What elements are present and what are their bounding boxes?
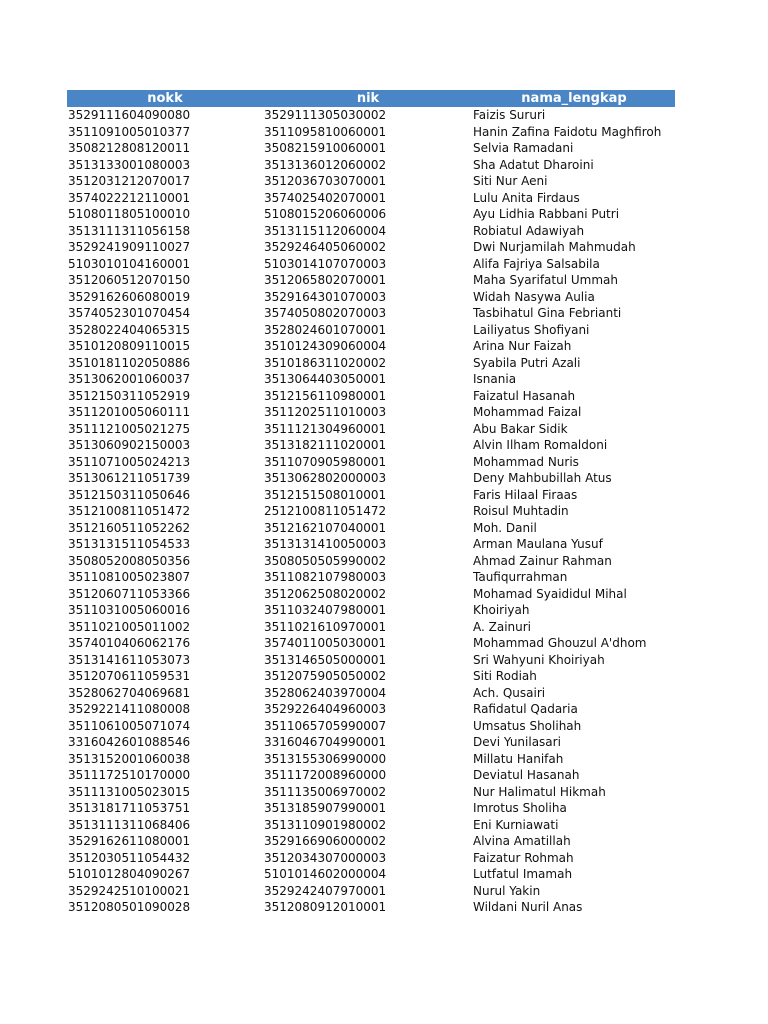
nokk-cell[interactable]: 3513181711053751 (68, 801, 191, 815)
nik-cell[interactable]: 3511202511010003 (264, 405, 387, 419)
nik-cell[interactable]: 3574025402070001 (264, 190, 387, 205)
nokk-cell[interactable]: 3529162611080001 (68, 834, 191, 848)
nokk-cell[interactable]: 3512031212070017 (68, 174, 191, 188)
table-row (67, 668, 675, 685)
nik-cell[interactable]: 3511082107980003 (264, 570, 387, 584)
table-row (67, 223, 675, 240)
nama-lengkap-cell[interactable]: Mohammad Nuris (473, 454, 579, 469)
column-header-nama-lengkap[interactable]: nama_lengkap (521, 91, 627, 106)
nama-lengkap-cell[interactable]: Selvia Ramadani (473, 141, 574, 155)
nik-cell[interactable]: 3528024601070001 (264, 322, 387, 337)
table-row (67, 569, 675, 586)
nokk-cell[interactable]: 3511031005060016 (68, 603, 191, 617)
table-row (67, 652, 675, 669)
nama-lengkap-cell[interactable]: Mohammad Faizal (473, 405, 582, 419)
nama-lengkap-cell[interactable]: Widah Nasywa Aulia (473, 289, 595, 304)
nik-cell[interactable]: 3513131410050003 (264, 537, 387, 551)
nokk-cell[interactable]: 3512150311052919 (68, 388, 191, 403)
table-row (67, 899, 675, 916)
table-row (67, 421, 675, 438)
column-header-nokk[interactable]: nokk (147, 91, 183, 106)
nokk-cell[interactable]: 3512060512070150 (68, 273, 191, 287)
nik-cell[interactable]: 3574050802070003 (264, 306, 387, 320)
table-row (67, 701, 675, 718)
nokk-cell[interactable]: 3511121005021275 (68, 421, 191, 436)
nik-cell[interactable]: 3513115112060004 (264, 223, 387, 238)
nik-cell[interactable]: 3511021610970001 (264, 619, 387, 634)
nama-lengkap-cell[interactable]: Imrotus Sholiha (473, 801, 567, 815)
nama-lengkap-cell[interactable]: Faizatur Rohmah (473, 850, 574, 865)
nokk-cell[interactable]: 3512070611059531 (68, 669, 191, 683)
nama-lengkap-cell[interactable]: Alvina Amatillah (473, 834, 571, 848)
table-row (67, 602, 675, 619)
nama-lengkap-cell[interactable]: Lulu Anita Firdaus (473, 190, 580, 205)
nama-lengkap-cell[interactable]: Robiatul Adawiyah (473, 223, 585, 238)
nokk-cell[interactable]: 3510181102050886 (68, 355, 191, 370)
table-row (67, 866, 675, 883)
nokk-cell[interactable]: 3512080501090028 (68, 900, 191, 914)
nik-cell[interactable]: 3511070905980001 (264, 454, 387, 469)
nik-cell[interactable]: 3529111305030002 (264, 108, 387, 122)
table-row (67, 437, 675, 454)
nokk-cell[interactable]: 5108011805100010 (68, 207, 191, 221)
nik-cell[interactable]: 3511135006970002 (264, 784, 387, 799)
nama-lengkap-cell[interactable]: Alifa Fajriya Salsabila (473, 256, 600, 271)
table-row (67, 124, 675, 141)
table-row (67, 470, 675, 487)
table-row (67, 718, 675, 735)
nama-lengkap-cell[interactable]: Alvin Ilham Romaldoni (473, 438, 608, 452)
nokk-cell[interactable]: 3508212808120011 (68, 141, 191, 155)
nik-cell[interactable]: 3512034307000003 (264, 850, 387, 865)
table-row (67, 784, 675, 801)
table-body (67, 107, 675, 916)
nama-lengkap-cell[interactable]: Lutfatul Imamah (473, 867, 573, 881)
table-row (67, 553, 675, 570)
nama-lengkap-cell[interactable]: Mohammad Ghouzul A'dhom (473, 636, 647, 650)
table-row (67, 800, 675, 817)
nama-lengkap-cell[interactable]: Eni Kurniawati (473, 817, 559, 832)
table-row (67, 355, 675, 372)
nama-lengkap-cell[interactable]: Dwi Nurjamilah Mahmudah (473, 240, 636, 254)
table-row (67, 272, 675, 289)
nik-cell[interactable]: 3574011005030001 (264, 636, 387, 650)
nokk-cell[interactable]: 3529162606080019 (68, 289, 191, 304)
nokk-cell[interactable]: 3512060711053366 (68, 586, 191, 601)
nama-lengkap-cell[interactable]: Deviatul Hasanah (473, 768, 580, 782)
nama-lengkap-cell[interactable]: Faris Hilaal Firaas (473, 487, 578, 502)
table-row (67, 305, 675, 322)
nokk-cell[interactable]: 3512160511052262 (68, 520, 191, 535)
table-row (67, 734, 675, 751)
nokk-cell[interactable]: 3511201005060111 (68, 405, 191, 419)
nik-cell[interactable]: 2512100811051472 (264, 504, 387, 518)
nama-lengkap-cell[interactable]: Rafidatul Qadaria (473, 702, 578, 716)
nama-lengkap-cell[interactable]: Maha Syarifatul Ummah (473, 273, 618, 287)
table-row (67, 751, 675, 768)
nik-cell[interactable]: 3513064403050001 (264, 372, 387, 386)
nik-cell[interactable]: 3513110901980002 (264, 817, 387, 832)
table-row (67, 817, 675, 834)
nik-cell[interactable]: 3513155306990000 (264, 751, 387, 766)
nokk-cell[interactable]: 3513111311056158 (68, 223, 191, 238)
nokk-cell[interactable]: 3513152001060038 (68, 751, 191, 766)
table-row (67, 388, 675, 405)
nama-lengkap-cell[interactable]: Roisul Muhtadin (473, 504, 569, 518)
table-row (67, 503, 675, 520)
nik-cell[interactable]: 5101014602000004 (264, 867, 387, 881)
nik-cell[interactable]: 5108015206060006 (264, 207, 387, 221)
nama-lengkap-cell[interactable]: Mohamad Syaididul Mihal (473, 586, 627, 601)
nokk-cell[interactable]: 3513060902150003 (68, 438, 191, 452)
nama-lengkap-cell[interactable]: Sri Wahyuni Khoiriyah (473, 652, 605, 667)
nokk-cell[interactable]: 5101012804090267 (68, 867, 191, 881)
table-row (67, 833, 675, 850)
nama-lengkap-cell[interactable]: Umsatus Sholihah (473, 718, 582, 733)
nik-cell[interactable]: 3512080912010001 (264, 900, 387, 914)
nama-lengkap-cell[interactable]: Tasbihatul Gina Febrianti (473, 306, 622, 320)
table-row (67, 206, 675, 223)
nik-cell[interactable]: 3529242407970001 (264, 883, 387, 898)
table-row (67, 322, 675, 339)
table-row (67, 140, 675, 157)
nokk-cell[interactable]: 5103010104160001 (68, 256, 191, 271)
nik-cell[interactable]: 3529226404960003 (264, 702, 387, 716)
nama-lengkap-cell[interactable]: Deny Mahbubillah Atus (473, 471, 612, 485)
nik-cell[interactable]: 3512151508010001 (264, 487, 387, 502)
nik-cell[interactable]: 5103014107070003 (264, 256, 387, 271)
nokk-cell[interactable]: 3511091005010377 (68, 124, 191, 139)
nik-cell[interactable]: 3510186311020002 (264, 355, 387, 370)
nama-lengkap-cell[interactable]: Siti Nur Aeni (473, 174, 548, 188)
nik-cell[interactable]: 3316046704990001 (264, 735, 387, 749)
table-row (67, 635, 675, 652)
nokk-cell[interactable]: 3511081005023807 (68, 570, 191, 584)
nokk-cell[interactable]: 3513111311068406 (68, 817, 191, 832)
nokk-cell[interactable]: 3513061211051739 (68, 471, 191, 485)
nokk-cell[interactable]: 3511061005071074 (68, 718, 191, 733)
nama-lengkap-cell[interactable]: Millatu Hanifah (473, 751, 564, 766)
nokk-cell[interactable]: 3574022212110001 (68, 190, 191, 205)
nama-lengkap-cell[interactable]: Moh. Danil (473, 520, 537, 535)
table-row (67, 173, 675, 190)
table-row (67, 190, 675, 207)
nokk-cell[interactable]: 3528062704069681 (68, 685, 191, 700)
data-table (67, 90, 675, 916)
table-row (67, 619, 675, 636)
nokk-cell[interactable]: 3513131511054533 (68, 537, 191, 551)
nik-cell[interactable]: 3511065705990007 (264, 718, 387, 733)
table-row (67, 404, 675, 421)
nama-lengkap-cell[interactable]: Wildani Nuril Anas (473, 900, 583, 914)
nama-lengkap-cell[interactable]: Hanin Zafina Faidotu Maghfiroh (473, 124, 662, 139)
nokk-cell[interactable]: 3508052008050356 (68, 553, 191, 568)
nokk-cell[interactable]: 3529242510100021 (68, 883, 191, 898)
table-row (67, 107, 675, 124)
nokk-cell[interactable]: 3528022404065315 (68, 322, 191, 337)
nokk-cell[interactable]: 3512030511054432 (68, 850, 191, 865)
nik-cell[interactable]: 3511172008960000 (264, 768, 387, 782)
table-row (67, 289, 675, 306)
nik-cell[interactable]: 3512036703070001 (264, 174, 387, 188)
nokk-cell[interactable]: 3511021005011002 (68, 619, 191, 634)
nokk-cell[interactable]: 3529241909110027 (68, 240, 191, 254)
nama-lengkap-cell[interactable]: Sha Adatut Dharoini (473, 157, 594, 172)
nama-lengkap-cell[interactable]: A. Zainuri (473, 619, 532, 634)
table-row (67, 157, 675, 174)
nokk-cell[interactable]: 3529221411080008 (68, 702, 191, 716)
nik-cell[interactable]: 3511095810060001 (264, 124, 387, 139)
nokk-cell[interactable]: 3513141611053073 (68, 652, 191, 667)
table-row (67, 239, 675, 256)
nik-cell[interactable]: 3529246405060002 (264, 240, 387, 254)
nama-lengkap-cell[interactable]: Syabila Putri Azali (473, 355, 581, 370)
nama-lengkap-cell[interactable]: Khoiriyah (473, 603, 530, 617)
nokk-cell[interactable]: 3574052301070454 (68, 306, 191, 320)
table-row (67, 536, 675, 553)
nik-cell[interactable]: 3512062508020002 (264, 586, 387, 601)
nama-lengkap-cell[interactable]: Taufiqurrahman (473, 570, 568, 584)
nik-cell[interactable]: 3508215910060001 (264, 141, 387, 155)
table-row (67, 883, 675, 900)
nama-lengkap-cell[interactable]: Nur Halimatul Hikmah (473, 784, 606, 799)
nokk-cell[interactable]: 3511172510170000 (68, 768, 191, 782)
table-row (67, 256, 675, 273)
nik-cell[interactable]: 3513185907990001 (264, 801, 387, 815)
nik-cell[interactable]: 3512162107040001 (264, 520, 387, 535)
nik-cell[interactable]: 3512156110980001 (264, 388, 387, 403)
nama-lengkap-cell[interactable]: Siti Rodiah (473, 669, 537, 683)
nokk-cell[interactable]: 3511071005024213 (68, 454, 191, 469)
nik-cell[interactable]: 3511121304960001 (264, 421, 387, 436)
nama-lengkap-cell[interactable]: Isnania (473, 372, 517, 386)
nik-cell[interactable]: 3513136012060002 (264, 157, 387, 172)
nama-lengkap-cell[interactable]: Ahmad Zainur Rahman (473, 553, 612, 568)
nik-cell[interactable]: 3508050505990002 (264, 553, 387, 568)
nama-lengkap-cell[interactable]: Lailiyatus Shofiyani (473, 322, 590, 337)
nama-lengkap-cell[interactable]: Ach. Qusairi (473, 685, 546, 700)
nokk-cell[interactable]: 3512150311050646 (68, 487, 191, 502)
nama-lengkap-cell[interactable]: Nurul Yakin (473, 883, 541, 898)
nokk-cell[interactable]: 3529111604090080 (68, 108, 191, 122)
nama-lengkap-cell[interactable]: Arman Maulana Yusuf (473, 537, 603, 551)
nama-lengkap-cell[interactable]: Faizatul Hasanah (473, 388, 576, 403)
nokk-cell[interactable]: 3316042601088546 (68, 735, 191, 749)
nama-lengkap-cell[interactable]: Devi Yunilasari (473, 735, 561, 749)
nik-cell[interactable]: 3513146505000001 (264, 652, 387, 667)
table-row (67, 454, 675, 471)
nik-cell[interactable]: 3529166906000002 (264, 834, 387, 848)
nokk-cell[interactable]: 3513062001060037 (68, 372, 191, 386)
nokk-cell[interactable]: 3511131005023015 (68, 784, 191, 799)
nama-lengkap-cell[interactable]: Faizis Sururi (473, 108, 546, 122)
nik-cell[interactable]: 3528062403970004 (264, 685, 387, 700)
table-row (67, 338, 675, 355)
nik-cell[interactable]: 3512075905050002 (264, 669, 387, 683)
nokk-cell[interactable]: 3574010406062176 (68, 636, 191, 650)
table-row (67, 586, 675, 603)
nik-cell[interactable]: 3513062802000003 (264, 471, 387, 485)
nik-cell[interactable]: 3510124309060004 (264, 339, 387, 353)
column-header-nik[interactable]: nik (356, 91, 380, 106)
table-row (67, 371, 675, 388)
table-row (67, 487, 675, 504)
nik-cell[interactable]: 3512065802070001 (264, 273, 387, 287)
nokk-cell[interactable]: 3512100811051472 (68, 504, 191, 518)
nokk-cell[interactable]: 3513133001080003 (68, 157, 191, 172)
nama-lengkap-cell[interactable]: Arina Nur Faizah (473, 339, 572, 353)
nik-cell[interactable]: 3513182111020001 (264, 438, 387, 452)
table-row (67, 767, 675, 784)
nik-cell[interactable]: 3529164301070003 (264, 289, 387, 304)
table-header (67, 90, 675, 107)
table-row (67, 520, 675, 537)
nama-lengkap-cell[interactable]: Abu Bakar Sidik (473, 421, 568, 436)
nokk-cell[interactable]: 3510120809110015 (68, 339, 191, 353)
table-row (67, 685, 675, 702)
nik-cell[interactable]: 3511032407980001 (264, 603, 387, 617)
nama-lengkap-cell[interactable]: Ayu Lidhia Rabbani Putri (473, 207, 620, 221)
table-row (67, 850, 675, 867)
